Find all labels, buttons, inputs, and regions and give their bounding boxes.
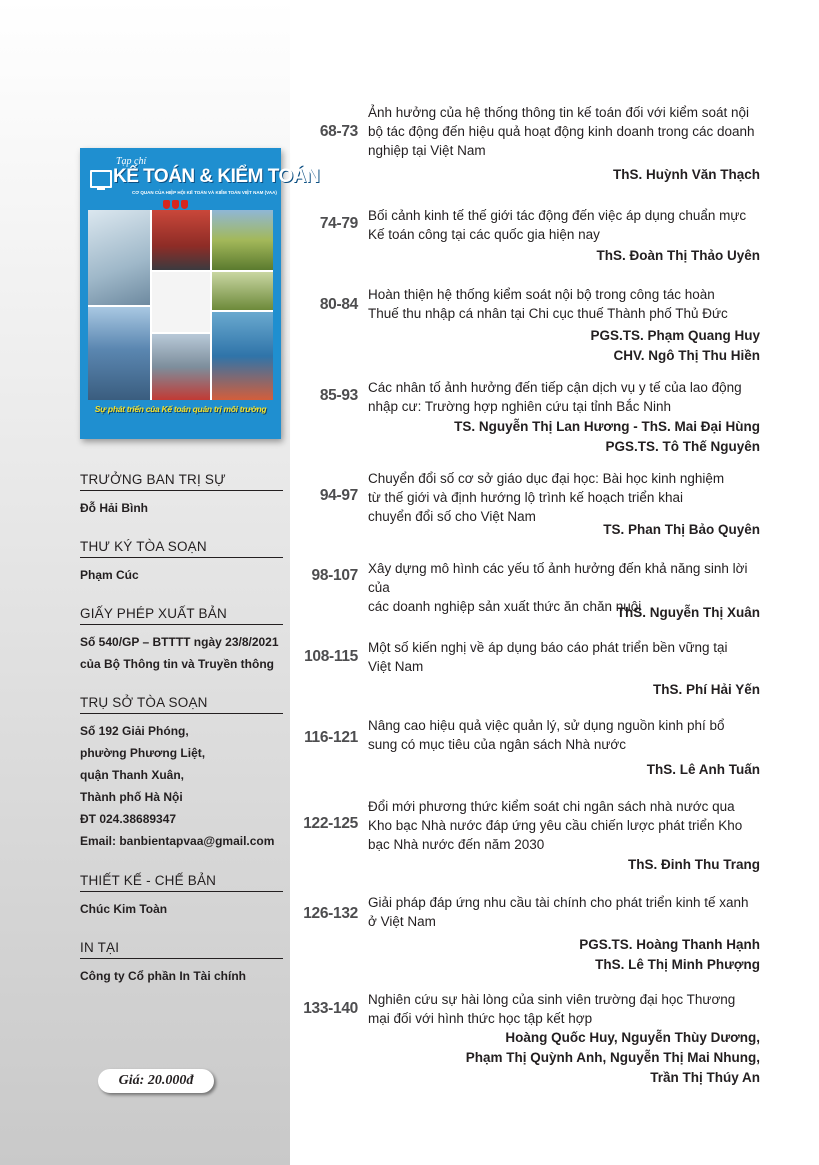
sidebar-value: Phạm Cúc (80, 568, 139, 582)
toc-authors (596, 246, 760, 266)
toc-page-range: 133-140 (303, 1000, 358, 1017)
toc-title-line: Nâng cao hiệu quả việc quản lý, sử dụng nguồn kinh phí bổ (368, 718, 725, 733)
toc-title-line: Bối cảnh kinh tế thế giới tác động đến việc áp dụng chuẩn mực (368, 208, 747, 223)
toc-authors (590, 326, 760, 366)
toc-author: CHV. Ngô Thị Thu Hiền (613, 348, 760, 363)
sidebar-section-2 (80, 606, 283, 675)
sidebar-line: phường Phương Liệt, (80, 746, 206, 760)
toc-authors (647, 760, 760, 780)
sidebar-heading: GIẤY PHÉP XUẤT BẢN (80, 606, 283, 625)
sidebar-value: Đỗ Hải Bình (80, 501, 148, 515)
sidebar-heading: IN TẠI (80, 940, 283, 959)
toc-title-line: mại đối với hình thức học tập kết hợp (368, 1011, 593, 1026)
toc-authors (628, 855, 760, 875)
cover-photo-collage (88, 210, 273, 400)
toc-title-line: Nghiên cứu sự hài lòng của sinh viên trường đại học Thương (368, 992, 736, 1007)
cover-photo-port (152, 334, 210, 400)
sidebar-heading: TRỤ SỞ TÒA SOẠN (80, 695, 283, 714)
toc-title-line: Việt Nam (368, 659, 424, 674)
toc-author: ThS. Đinh Thu Trang (628, 857, 760, 872)
sidebar-section-5 (80, 940, 283, 987)
sidebar-line: của Bộ Thông tin và Truyền thông (80, 657, 274, 671)
toc-title-line: Một số kiến nghị về áp dụng báo cáo phát triển bền vững tại (368, 640, 728, 655)
sidebar-line: Số 192 Giải Phóng, (80, 724, 189, 738)
sidebar-panel (0, 0, 320, 1165)
toc-title-line: bộ tác động đến hiệu quả hoạt động kinh doanh trong các doanh (368, 124, 755, 139)
sidebar-value (80, 720, 283, 852)
toc-page-range: 80-84 (319, 296, 358, 313)
toc-page-range: 108-115 (304, 648, 358, 665)
toc-title-line: Xây dựng mô hình các yếu tố ảnh hưởng đến khả năng sinh lời của (368, 561, 748, 595)
toc-author: Trần Thị Thúy An (650, 1070, 760, 1085)
cover-slogan: Sự phát triển của Kế toán quản trị môi trường (94, 404, 267, 414)
toc-title (368, 716, 762, 754)
toc-title-line: nghiệp tại Việt Nam (368, 143, 486, 158)
cover-photo-harvester (212, 272, 273, 310)
toc-authors (454, 417, 760, 457)
sidebar-email: Email: banbientapvaa@gmail.com (80, 834, 275, 848)
toc-title (368, 103, 762, 160)
toc-title-line: Thuế thu nhập cá nhân tại Chi cục thuế Thành phố Thủ Đức (368, 306, 728, 321)
toc-title-line: Ảnh hưởng của hệ thống thông tin kế toán đối với kiểm soát nội (368, 105, 749, 120)
award-badges-icon (163, 196, 193, 206)
toc-title-line: Các nhân tố ảnh hưởng đến tiếp cận dịch vụ y tế của lao động (368, 380, 742, 395)
toc-page-range: 85-93 (319, 387, 358, 404)
toc-page-range: 126-132 (303, 905, 358, 922)
toc-authors (466, 1028, 760, 1088)
sidebar-heading: TRƯỞNG BAN TRỊ SỰ (80, 472, 283, 491)
sidebar-value: Công ty Cổ phần In Tài chính (80, 969, 246, 983)
sidebar-value (80, 631, 283, 675)
toc-author: ThS. Lê Thị Minh Phượng (595, 957, 760, 972)
toc-title (368, 285, 762, 323)
toc-authors (613, 165, 760, 185)
table-of-contents (290, 0, 819, 1165)
sidebar-line: Thành phố Hà Nội (80, 790, 183, 804)
toc-authors (579, 935, 760, 975)
toc-title-line: chuyển đổi số cho Việt Nam (368, 509, 536, 524)
magazine-cover (80, 148, 320, 439)
toc-page-range: 74-79 (319, 215, 358, 232)
toc-title (368, 893, 762, 931)
toc-author: PGS.TS. Phạm Quang Huy (590, 328, 760, 343)
toc-author: TS. Phan Thị Bảo Quyên (603, 522, 760, 537)
cover-photo-field (212, 210, 273, 270)
toc-authors (653, 680, 760, 700)
sidebar-heading: THƯ KÝ TÒA SOẠN (80, 539, 283, 558)
cover-photo-city (88, 307, 150, 400)
cover-magazine-subtitle: CƠ QUAN CỦA HIỆP HỘI KẾ TOÁN VÀ KIỂM TOÁN VIỆT NAM (VAA) (132, 190, 277, 195)
toc-author: ThS. Lê Anh Tuấn (646, 762, 760, 777)
toc-title (368, 378, 762, 416)
toc-authors (617, 603, 760, 623)
toc-title-line: Hoàn thiện hệ thống kiểm soát nội bộ trong công tác hoàn (368, 287, 715, 302)
toc-page-range: 68-73 (319, 123, 358, 140)
toc-title-line: Đổi mới phương thức kiểm soát chi ngân sách nhà nước qua (368, 799, 735, 814)
toc-author: ThS. Phí Hải Yến (652, 682, 760, 697)
toc-author: Phạm Thị Quỳnh Anh, Nguyễn Thị Mai Nhung, (465, 1050, 760, 1065)
toc-page-range: 116-121 (304, 729, 358, 746)
toc-title-line: Kế toán công tại các quốc gia hiện nay (368, 227, 600, 242)
toc-author: PGS.TS. Hoàng Thanh Hạnh (579, 937, 760, 952)
toc-title-line: Giải pháp đáp ứng nhu cầu tài chính cho phát triển kinh tế xanh (368, 895, 749, 910)
toc-title-line: nhập cư: Trường hợp nghiên cứu tại tỉnh Bắc Ninh (368, 399, 671, 414)
toc-author: ThS. Nguyễn Thị Xuân (616, 605, 760, 620)
cover-photo-gdp (152, 272, 210, 332)
computer-icon (90, 170, 112, 188)
sidebar-section-0 (80, 472, 283, 519)
toc-page-range: 98-107 (311, 567, 358, 584)
toc-title-line: Kho bạc Nhà nước đáp ứng yêu cầu chiến lược phát triển Kho (368, 818, 743, 833)
toc-author: Hoàng Quốc Huy, Nguyễn Thùy Dương, (505, 1030, 760, 1045)
toc-page-range: 94-97 (319, 487, 358, 504)
sidebar-section-1 (80, 539, 283, 586)
cover-magazine-title: KẾ TOÁN & KIỂM TOÁN (113, 166, 320, 187)
sidebar-section-4 (80, 873, 283, 920)
toc-author: ThS. Đoàn Thị Thảo Uyên (596, 248, 760, 263)
sidebar-value: Chúc Kim Toàn (80, 902, 168, 916)
sidebar-line: quận Thanh Xuân, (80, 768, 184, 782)
toc-author: PGS.TS. Tô Thế Nguyên (605, 439, 760, 454)
toc-title-line: bạc Nhà nước đến năm 2030 (368, 837, 545, 852)
toc-title-line: các doanh nghiệp sản xuất thức ăn chăn nuôi (368, 599, 642, 614)
toc-title-line: sung có mục tiêu của ngân sách Nhà nước (368, 737, 627, 752)
sidebar-heading: THIẾT KẾ - CHẾ BẢN (80, 873, 283, 892)
toc-title-line: ở Việt Nam (368, 914, 436, 929)
toc-title-line: từ thế giới và định hướng lộ trình kế hoạch triển khai (368, 490, 683, 505)
cover-photo-lab (88, 210, 150, 305)
toc-authors (603, 520, 760, 540)
sidebar-line: ĐT 024.38689347 (80, 812, 177, 826)
toc-author: ThS. Huỳnh Văn Thạch (612, 167, 760, 182)
toc-title (368, 797, 762, 854)
toc-author: TS. Nguyễn Thị Lan Hương - ThS. Mai Đại Hùng (454, 419, 760, 434)
sidebar-section-3 (80, 695, 283, 852)
toc-title (368, 206, 762, 244)
cover-photo-factory (152, 210, 210, 270)
toc-title (368, 990, 762, 1028)
cover-magazine-small: Tạp chí (116, 156, 147, 167)
toc-title-line: Chuyển đổi số cơ sở giáo dục đại học: Bài học kinh nghiệm (368, 471, 725, 486)
toc-title (368, 638, 762, 676)
sidebar-line: Số 540/GP – BTTTT ngày 23/8/2021 (80, 635, 279, 649)
toc-page-range: 122-125 (303, 815, 358, 832)
toc-title (368, 469, 762, 526)
price-badge: Giá: 20.000đ (98, 1069, 214, 1093)
cover-photo-boats (212, 312, 273, 400)
